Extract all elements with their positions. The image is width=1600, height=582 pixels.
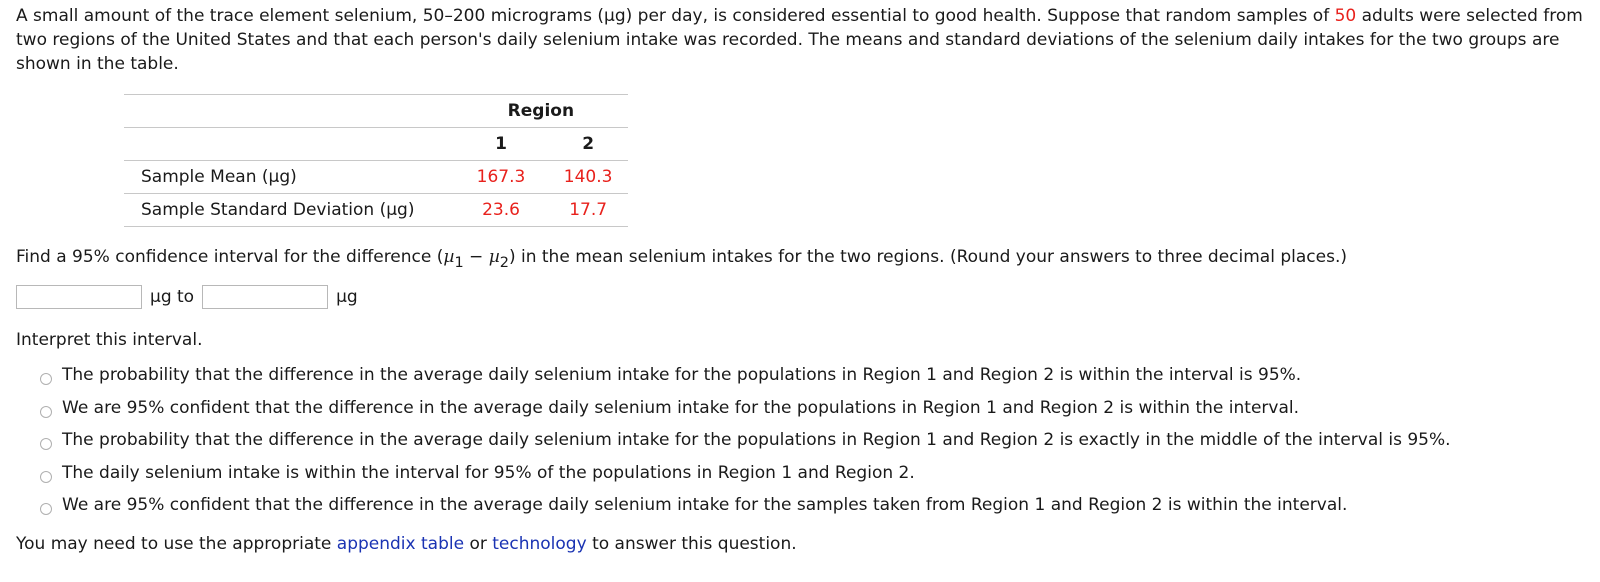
interpret-option-3[interactable] bbox=[40, 424, 1588, 457]
table-group-header-row bbox=[124, 95, 628, 128]
interpret-option-5[interactable] bbox=[40, 489, 1588, 522]
lower-bound-input[interactable] bbox=[16, 285, 142, 309]
table-row bbox=[124, 161, 628, 194]
upper-bound-input[interactable] bbox=[202, 285, 328, 309]
unit-to-label: µg to bbox=[150, 287, 195, 308]
technology-link[interactable]: technology bbox=[492, 533, 587, 554]
problem-intro bbox=[16, 4, 1588, 76]
sample-size-value: 50 bbox=[1334, 6, 1357, 26]
mean-region-1: 167.3 bbox=[476, 167, 526, 187]
table-column-header-row bbox=[124, 128, 628, 161]
region-1-header: 1 bbox=[495, 134, 507, 154]
radio-button[interactable] bbox=[40, 373, 52, 385]
interpret-option-2[interactable] bbox=[40, 392, 1588, 425]
interpret-option-4[interactable] bbox=[40, 457, 1588, 490]
interpret-prompt: Interpret this interval. bbox=[16, 330, 203, 351]
unit-label: µg bbox=[336, 287, 358, 308]
region-2-header: 2 bbox=[582, 134, 595, 154]
interpret-option-1[interactable] bbox=[40, 359, 1588, 392]
mean-region-2: 140.3 bbox=[563, 167, 613, 187]
option-label: We are 95% confident that the difference in the average daily selenium intake for the populations in Region 1 and Region 2 is within the interval. bbox=[62, 397, 1299, 418]
option-label: The probability that the difference in the average daily selenium intake for the populations in Region 1 and Region 2 is within the interval is 95%. bbox=[62, 365, 1302, 386]
radio-button[interactable] bbox=[40, 471, 52, 483]
sd-region-2: 17.7 bbox=[569, 200, 608, 220]
row-label-sd: Sample Standard Deviation (µg) bbox=[141, 200, 415, 220]
interpret-options bbox=[40, 359, 1588, 522]
selenium-table bbox=[124, 94, 628, 227]
region-header: Region bbox=[507, 101, 575, 121]
ci-question: Find a 95% confidence interval for the difference (µ$_1$ − µ$_2$) in the mean selenium intakes for the two regions. (Round your answers to three decimal places.) bbox=[16, 247, 1347, 272]
radio-button[interactable] bbox=[40, 406, 52, 418]
option-label: The daily selenium intake is within the interval for 95% of the populations in Region 1 and Region 2. bbox=[62, 462, 915, 483]
intro-text-2: adults were selected from two regions of the United States and that each person's daily selenium intake was recorded. The means and standard deviations of the selenium daily intakes for the two groups are shown in the table. bbox=[16, 6, 1583, 74]
option-label: The probability that the difference in the average daily selenium intake for the populations in Region 1 and Region 2 is exactly in the middle of the interval is 95%. bbox=[62, 430, 1451, 451]
option-label: We are 95% confident that the difference in the average daily selenium intake for the samples taken from Region 1 and Region 2 is within the interval. bbox=[62, 495, 1348, 516]
footer-note: You may need to use the appropriate appendix table or technology to answer this question. bbox=[16, 533, 797, 554]
row-label-mean: Sample Mean (µg) bbox=[141, 167, 297, 187]
intro-text-1: A small amount of the trace element selenium, 50–200 micrograms (µg) per day, is considered essential to good health. Suppose that random samples of bbox=[16, 6, 1335, 26]
radio-button[interactable] bbox=[40, 503, 52, 515]
appendix-table-link[interactable]: appendix table bbox=[336, 533, 465, 554]
table-row bbox=[124, 194, 628, 227]
radio-button[interactable] bbox=[40, 438, 52, 450]
sd-region-1: 23.6 bbox=[482, 200, 520, 220]
answer-row bbox=[16, 284, 1588, 310]
question-page bbox=[16, 4, 1588, 556]
